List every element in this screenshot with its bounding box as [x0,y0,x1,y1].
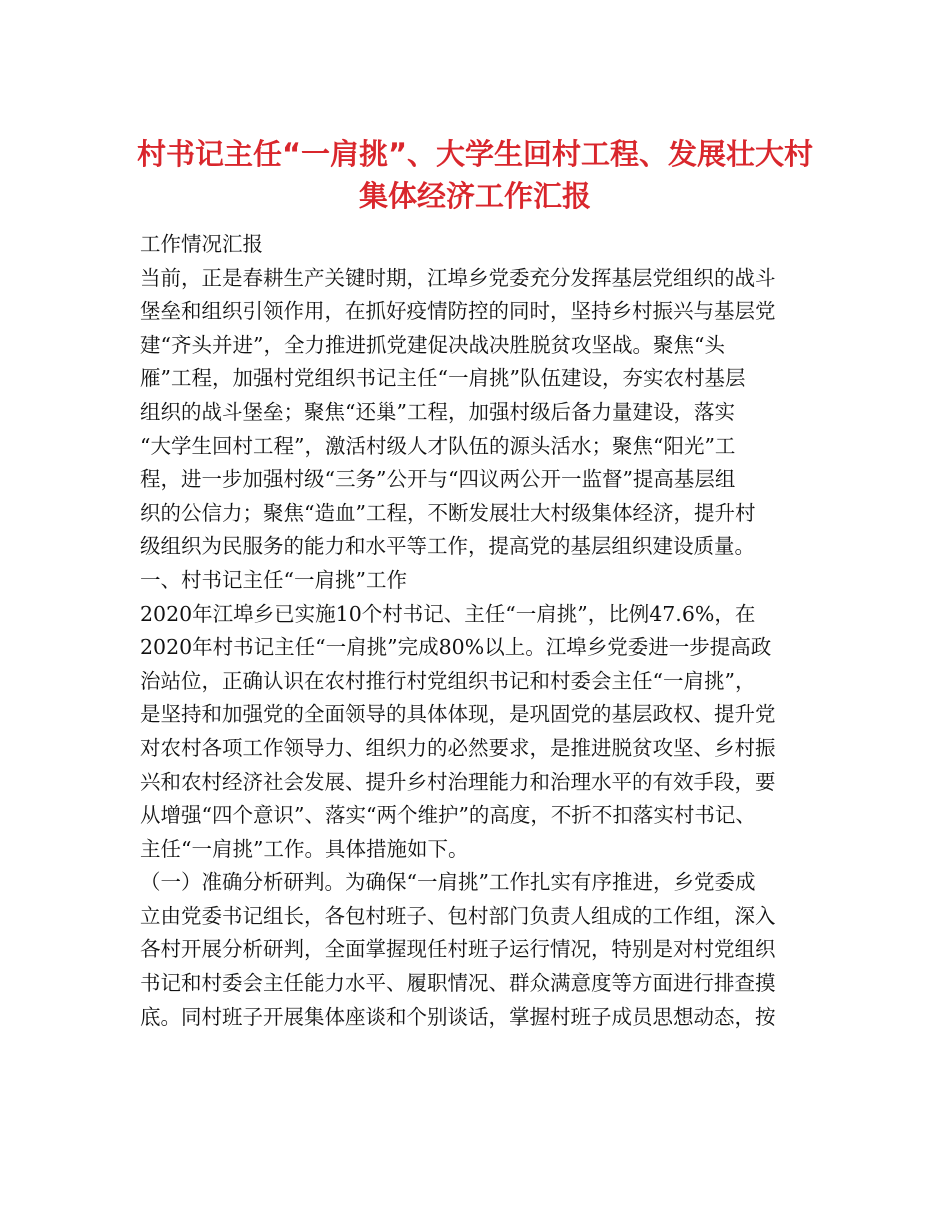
document-body [140,228,820,1034]
subsection-paragraph-line: （一）准确分析研判。为确保“一肩挑”工作扎实有序推进，乡党委成 [140,870,756,895]
section-heading-1: 一、村书记主任“一肩挑”工作 [140,567,407,592]
paragraph-line: 堡垒和组织引领作用，在抓好疫情防控的同时，坚持乡村振兴与基层党 [140,299,776,324]
paragraph-line: 程，进一步加强村级“三务”公开与“四议两公开一监督”提高基层组 [140,467,736,492]
paragraph-line: 各村开展分析研判，全面掌握现任村班子运行情况，特别是对村党组织 [140,937,776,962]
paragraph-line: 雁”工程，加强村党组织书记主任“一肩挑”队伍建设，夯实农村基层 [140,366,746,391]
section-label-work-report: 工作情况汇报 [140,232,263,256]
paragraph-line: 当前，正是春耕生产关键时期，江埠乡党委充分发挥基层党组织的战斗 [140,265,776,290]
paragraph-line: 立由党委书记组长，各包村班子、包村部门负责人组成的工作组，深入 [140,903,776,928]
paragraph-line: 级组织为民服务的能力和水平等工作，提高党的基层组织建设质量。 [140,534,755,559]
paragraph-line: 组织的战斗堡垒；聚焦“还巢”工程，加强村级后备力量建设，落实 [140,399,735,424]
paragraph-line: “大学生回村工程”，激活村级人才队伍的源头活水；聚焦“阳光”工 [140,433,736,458]
paragraph-line: 2020年村书记主任“一肩挑”完成80%以上。江埠乡党委进一步提高政 [140,635,772,660]
paragraph-line: 织的公信力；聚焦“造血”工程，不断发展壮大村级集体经济，提升村 [140,500,756,525]
document-title-line-1: 村书记主任“一肩挑”、大学生回村工程、发展壮大村 [136,137,814,171]
paragraph-line: 书记和村委会主任能力水平、履职情况、群众满意度等方面进行排查摸 [140,971,776,996]
paragraph-line: 是坚持和加强党的全面领导的具体体现，是巩固党的基层政权、提升党 [140,702,776,727]
paragraph-line: 2020年江埠乡已实施10个村书记、主任“一肩挑”，比例47.6%，在 [140,601,756,626]
paragraph-line: 建“齐头并进”，全力推进抓党建促决战决胜脱贫攻坚战。聚焦“头 [140,332,725,357]
paragraph-line: 治站位，正确认识在农村推行村党组织书记和村委会主任“一肩挑”， [140,668,756,693]
paragraph-line: 底。同村班子开展集体座谈和个别谈话，掌握村班子成员思想动态，按 [140,1004,776,1029]
paragraph-line: 从增强“四个意识”、落实“两个维护”的高度，不折不扣落实村书记、 [140,803,756,828]
paragraph-line: 对农村各项工作领导力、组织力的必然要求，是推进脱贫攻坚、乡村振 [140,735,776,760]
paragraph-line: 主任“一肩挑”工作。具体措施如下。 [140,836,469,861]
paragraph-line: 兴和农村经济社会发展、提升乡村治理能力和治理水平的有效手段，要 [140,769,776,794]
document-title-line-2: 集体经济工作汇报 [358,179,591,213]
